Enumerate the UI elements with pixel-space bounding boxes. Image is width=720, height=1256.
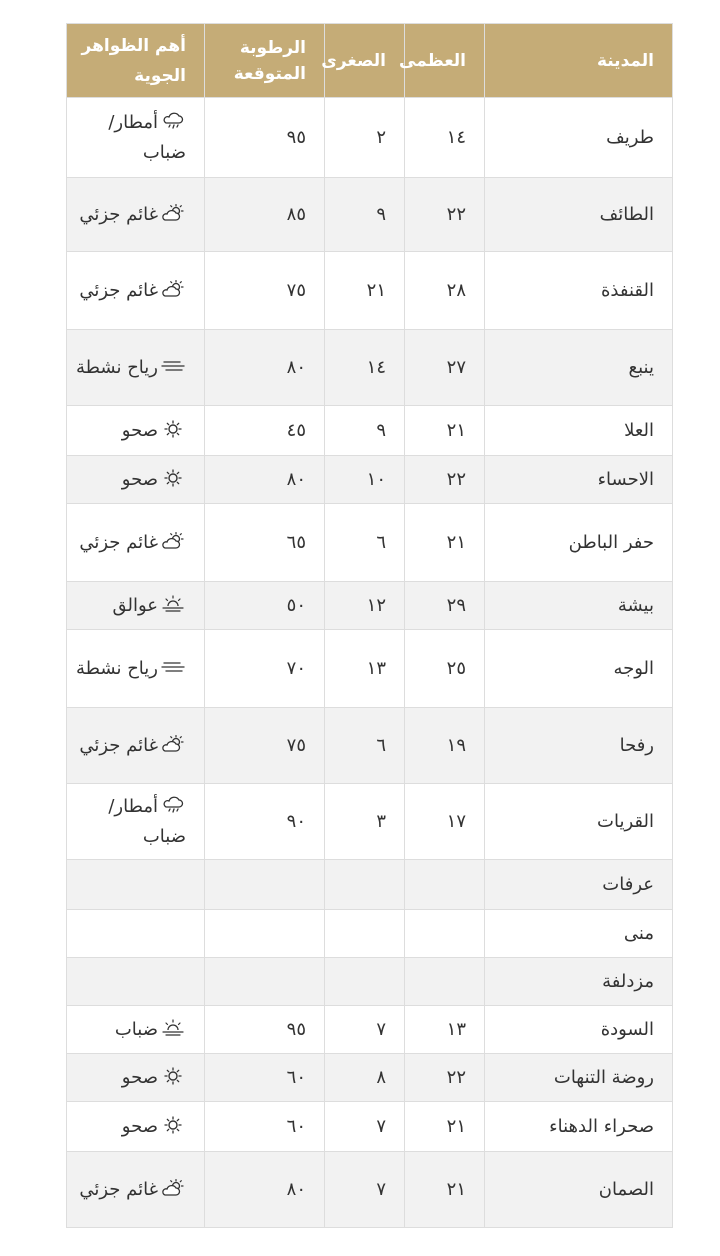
weather-table-container xyxy=(66,23,673,1228)
city-cell-text: الصمان xyxy=(598,1179,654,1200)
city-cell-text: روضة التنهات xyxy=(553,1067,654,1088)
humidity-cell-text: ٤٥ xyxy=(286,420,306,441)
humidity-cell xyxy=(205,958,325,1006)
min-temp-cell-text: ٦ xyxy=(376,735,386,756)
city-cell xyxy=(485,252,673,330)
min-temp-cell-text: ٩ xyxy=(376,420,386,441)
max-temp-cell xyxy=(405,98,485,178)
city-cell-text: عرفات xyxy=(602,874,654,895)
city-cell-text: طريف xyxy=(606,127,654,148)
city-cell xyxy=(485,456,673,504)
min-temp-cell-text: ١٤ xyxy=(366,357,386,378)
city-cell xyxy=(485,708,673,784)
weather-text: صحو xyxy=(121,1115,158,1137)
humidity-cell-text: ٩٠ xyxy=(286,811,306,832)
min-temp-cell xyxy=(325,582,405,630)
rain-cloud-icon xyxy=(160,796,186,814)
max-temp-cell-text: ١٧ xyxy=(446,811,466,832)
humidity-cell xyxy=(205,1102,325,1152)
humidity-cell xyxy=(205,708,325,784)
min-temp-cell xyxy=(325,178,405,252)
weather-table xyxy=(66,23,673,1228)
min-temp-cell xyxy=(325,504,405,582)
weather-cell xyxy=(67,330,205,406)
city-cell xyxy=(485,784,673,860)
partly-cloudy-icon xyxy=(160,1179,186,1197)
table-header-row xyxy=(67,24,673,98)
weather-text: غائم جزئي xyxy=(79,1178,158,1200)
min-temp-cell xyxy=(325,456,405,504)
table-row xyxy=(67,1102,673,1152)
humidity-cell xyxy=(205,1152,325,1228)
header-city: المدينة xyxy=(485,24,673,98)
weather-cell xyxy=(67,860,205,910)
max-temp-cell xyxy=(405,406,485,456)
max-temp-cell xyxy=(405,504,485,582)
weather-text: صحو xyxy=(121,468,158,490)
city-cell xyxy=(485,1054,673,1102)
weather-text: صحو xyxy=(121,419,158,441)
max-temp-cell xyxy=(405,1102,485,1152)
humidity-cell xyxy=(205,456,325,504)
weather-cell xyxy=(67,1152,205,1228)
weather-text: أمطار/ضباب xyxy=(108,111,186,163)
max-temp-cell-text: ١٤ xyxy=(446,127,466,148)
max-temp-cell xyxy=(405,910,485,958)
min-temp-cell xyxy=(325,860,405,910)
header-humidity: الرطوبة المتوقعة xyxy=(205,24,325,98)
weather-text: رياح نشطة xyxy=(75,356,158,378)
city-cell xyxy=(485,406,673,456)
min-temp-cell-text: ٩ xyxy=(376,204,386,225)
weather-text: غائم جزئي xyxy=(79,531,158,553)
partly-cloudy-icon xyxy=(160,204,186,222)
min-temp-cell xyxy=(325,630,405,708)
humidity-cell xyxy=(205,1006,325,1054)
city-cell xyxy=(485,958,673,1006)
min-temp-cell-text: ٢ xyxy=(376,127,386,148)
wind-icon xyxy=(160,658,186,676)
weather-cell xyxy=(67,178,205,252)
humidity-cell-text: ٩٥ xyxy=(286,127,306,148)
min-temp-cell-text: ٦ xyxy=(376,532,386,553)
max-temp-cell-text: ٢١ xyxy=(446,1179,466,1200)
table-row xyxy=(67,504,673,582)
min-temp-cell-text: ٧ xyxy=(376,1179,386,1200)
humidity-cell-text: ٦٠ xyxy=(286,1116,306,1137)
sun-icon xyxy=(160,420,186,438)
sun-icon xyxy=(160,1067,186,1085)
max-temp-cell-text: ٢٢ xyxy=(446,1067,466,1088)
min-temp-cell xyxy=(325,1006,405,1054)
city-cell xyxy=(485,504,673,582)
table-row xyxy=(67,98,673,178)
city-cell-text: بيشة xyxy=(617,595,654,616)
table-row xyxy=(67,860,673,910)
rain-cloud-icon xyxy=(160,112,186,130)
humidity-cell xyxy=(205,910,325,958)
city-cell xyxy=(485,98,673,178)
min-temp-cell xyxy=(325,1054,405,1102)
weather-text: ضباب xyxy=(114,1018,158,1040)
table-row xyxy=(67,330,673,406)
humidity-cell-text: ٧٥ xyxy=(286,735,306,756)
weather-cell xyxy=(67,708,205,784)
city-cell xyxy=(485,630,673,708)
city-cell-text: مزدلفة xyxy=(602,971,654,992)
min-temp-cell-text: ١٣ xyxy=(366,658,386,679)
weather-cell xyxy=(67,98,205,178)
max-temp-cell xyxy=(405,252,485,330)
min-temp-cell xyxy=(325,910,405,958)
min-temp-cell-text: ٧ xyxy=(376,1019,386,1040)
max-temp-cell xyxy=(405,1152,485,1228)
haze-icon xyxy=(160,595,186,613)
max-temp-cell-text: ٢٢ xyxy=(446,469,466,490)
min-temp-cell xyxy=(325,98,405,178)
max-temp-cell-text: ١٣ xyxy=(446,1019,466,1040)
city-cell xyxy=(485,178,673,252)
weather-cell xyxy=(67,784,205,860)
city-cell-text: الطائف xyxy=(599,204,654,225)
humidity-cell xyxy=(205,406,325,456)
min-temp-cell-text: ١٠ xyxy=(366,469,386,490)
weather-cell xyxy=(67,910,205,958)
city-cell-text: منى xyxy=(623,923,654,944)
max-temp-cell xyxy=(405,330,485,406)
table-row xyxy=(67,708,673,784)
city-cell xyxy=(485,860,673,910)
humidity-cell xyxy=(205,252,325,330)
humidity-cell xyxy=(205,630,325,708)
weather-cell xyxy=(67,504,205,582)
humidity-cell-text: ٨٠ xyxy=(286,469,306,490)
city-cell-text: القنفذة xyxy=(600,280,654,301)
table-row xyxy=(67,784,673,860)
city-cell-text: السودة xyxy=(600,1019,654,1040)
max-temp-cell xyxy=(405,630,485,708)
max-temp-cell-text: ٢٥ xyxy=(446,658,466,679)
humidity-cell-text: ٥٠ xyxy=(286,595,306,616)
table-row xyxy=(67,252,673,330)
table-row xyxy=(67,178,673,252)
weather-cell xyxy=(67,958,205,1006)
header-weather: أهم الظواهر الجوية xyxy=(67,24,205,98)
max-temp-cell xyxy=(405,582,485,630)
max-temp-cell xyxy=(405,178,485,252)
humidity-cell-text: ٨٥ xyxy=(286,204,306,225)
max-temp-cell-text: ٢١ xyxy=(446,532,466,553)
city-cell xyxy=(485,582,673,630)
humidity-cell-text: ٧٥ xyxy=(286,280,306,301)
table-row xyxy=(67,1006,673,1054)
weather-cell xyxy=(67,1102,205,1152)
max-temp-cell xyxy=(405,456,485,504)
weather-text: رياح نشطة xyxy=(75,657,158,679)
humidity-cell-text: ٨٠ xyxy=(286,357,306,378)
max-temp-cell xyxy=(405,784,485,860)
city-cell-text: صحراء الدهناء xyxy=(549,1116,654,1137)
humidity-cell-text: ٦٠ xyxy=(286,1067,306,1088)
city-cell-text: رفحا xyxy=(619,735,654,756)
min-temp-cell xyxy=(325,708,405,784)
humidity-cell xyxy=(205,178,325,252)
weather-cell xyxy=(67,456,205,504)
city-cell xyxy=(485,910,673,958)
min-temp-cell xyxy=(325,958,405,1006)
min-temp-cell xyxy=(325,406,405,456)
min-temp-cell xyxy=(325,252,405,330)
max-temp-cell-text: ٢١ xyxy=(446,1116,466,1137)
table-row xyxy=(67,1054,673,1102)
city-cell-text: العلا xyxy=(624,420,654,441)
partly-cloudy-icon xyxy=(160,532,186,550)
table-body xyxy=(67,98,673,1228)
max-temp-cell xyxy=(405,1054,485,1102)
city-cell-text: ينبع xyxy=(628,357,654,378)
min-temp-cell-text: ٨ xyxy=(376,1067,386,1088)
max-temp-cell xyxy=(405,708,485,784)
header-min-temp: الصغرى xyxy=(325,24,405,98)
partly-cloudy-icon xyxy=(160,735,186,753)
humidity-cell-text: ٦٥ xyxy=(286,532,306,553)
max-temp-cell xyxy=(405,860,485,910)
humidity-cell xyxy=(205,98,325,178)
weather-cell xyxy=(67,252,205,330)
table-row xyxy=(67,456,673,504)
weather-cell xyxy=(67,1054,205,1102)
humidity-cell-text: ٧٠ xyxy=(286,658,306,679)
max-temp-cell-text: ٢٧ xyxy=(446,357,466,378)
table-row xyxy=(67,406,673,456)
max-temp-cell-text: ٢٨ xyxy=(446,280,466,301)
city-cell-text: الوجه xyxy=(613,658,654,679)
humidity-cell xyxy=(205,330,325,406)
header-max-temp: العظمى xyxy=(405,24,485,98)
max-temp-cell-text: ٢٢ xyxy=(446,204,466,225)
humidity-cell xyxy=(205,504,325,582)
sun-icon xyxy=(160,469,186,487)
table-row xyxy=(67,630,673,708)
table-row xyxy=(67,910,673,958)
max-temp-cell-text: ٢٩ xyxy=(446,595,466,616)
haze-icon xyxy=(160,1019,186,1037)
weather-cell xyxy=(67,1006,205,1054)
city-cell-text: حفر الباطن xyxy=(568,532,654,553)
min-temp-cell xyxy=(325,1152,405,1228)
humidity-cell xyxy=(205,1054,325,1102)
city-cell-text: الاحساء xyxy=(597,469,654,490)
min-temp-cell xyxy=(325,330,405,406)
weather-cell xyxy=(67,582,205,630)
city-cell xyxy=(485,1102,673,1152)
sun-icon xyxy=(160,1116,186,1134)
humidity-cell xyxy=(205,582,325,630)
weather-text: غائم جزئي xyxy=(79,203,158,225)
min-temp-cell-text: ١٢ xyxy=(366,595,386,616)
max-temp-cell xyxy=(405,958,485,1006)
min-temp-cell-text: ٧ xyxy=(376,1116,386,1137)
weather-cell xyxy=(67,630,205,708)
city-cell xyxy=(485,1006,673,1054)
table-row xyxy=(67,958,673,1006)
min-temp-cell xyxy=(325,784,405,860)
humidity-cell xyxy=(205,784,325,860)
max-temp-cell xyxy=(405,1006,485,1054)
humidity-cell xyxy=(205,860,325,910)
city-cell xyxy=(485,1152,673,1228)
humidity-cell-text: ٨٠ xyxy=(286,1179,306,1200)
weather-text: غائم جزئي xyxy=(79,734,158,756)
city-cell-text: القريات xyxy=(597,811,654,832)
table-row xyxy=(67,1152,673,1228)
weather-cell xyxy=(67,406,205,456)
city-cell xyxy=(485,330,673,406)
min-temp-cell xyxy=(325,1102,405,1152)
weather-text: صحو xyxy=(121,1066,158,1088)
max-temp-cell-text: ١٩ xyxy=(446,735,466,756)
wind-icon xyxy=(160,357,186,375)
min-temp-cell-text: ٣ xyxy=(376,811,386,832)
min-temp-cell-text: ٢١ xyxy=(366,280,386,301)
table-row xyxy=(67,582,673,630)
humidity-cell-text: ٩٥ xyxy=(286,1019,306,1040)
weather-text: أمطار/ضباب xyxy=(108,795,186,847)
weather-text: غائم جزئي xyxy=(79,279,158,301)
partly-cloudy-icon xyxy=(160,280,186,298)
max-temp-cell-text: ٢١ xyxy=(446,420,466,441)
weather-text: عوالق xyxy=(112,594,158,616)
